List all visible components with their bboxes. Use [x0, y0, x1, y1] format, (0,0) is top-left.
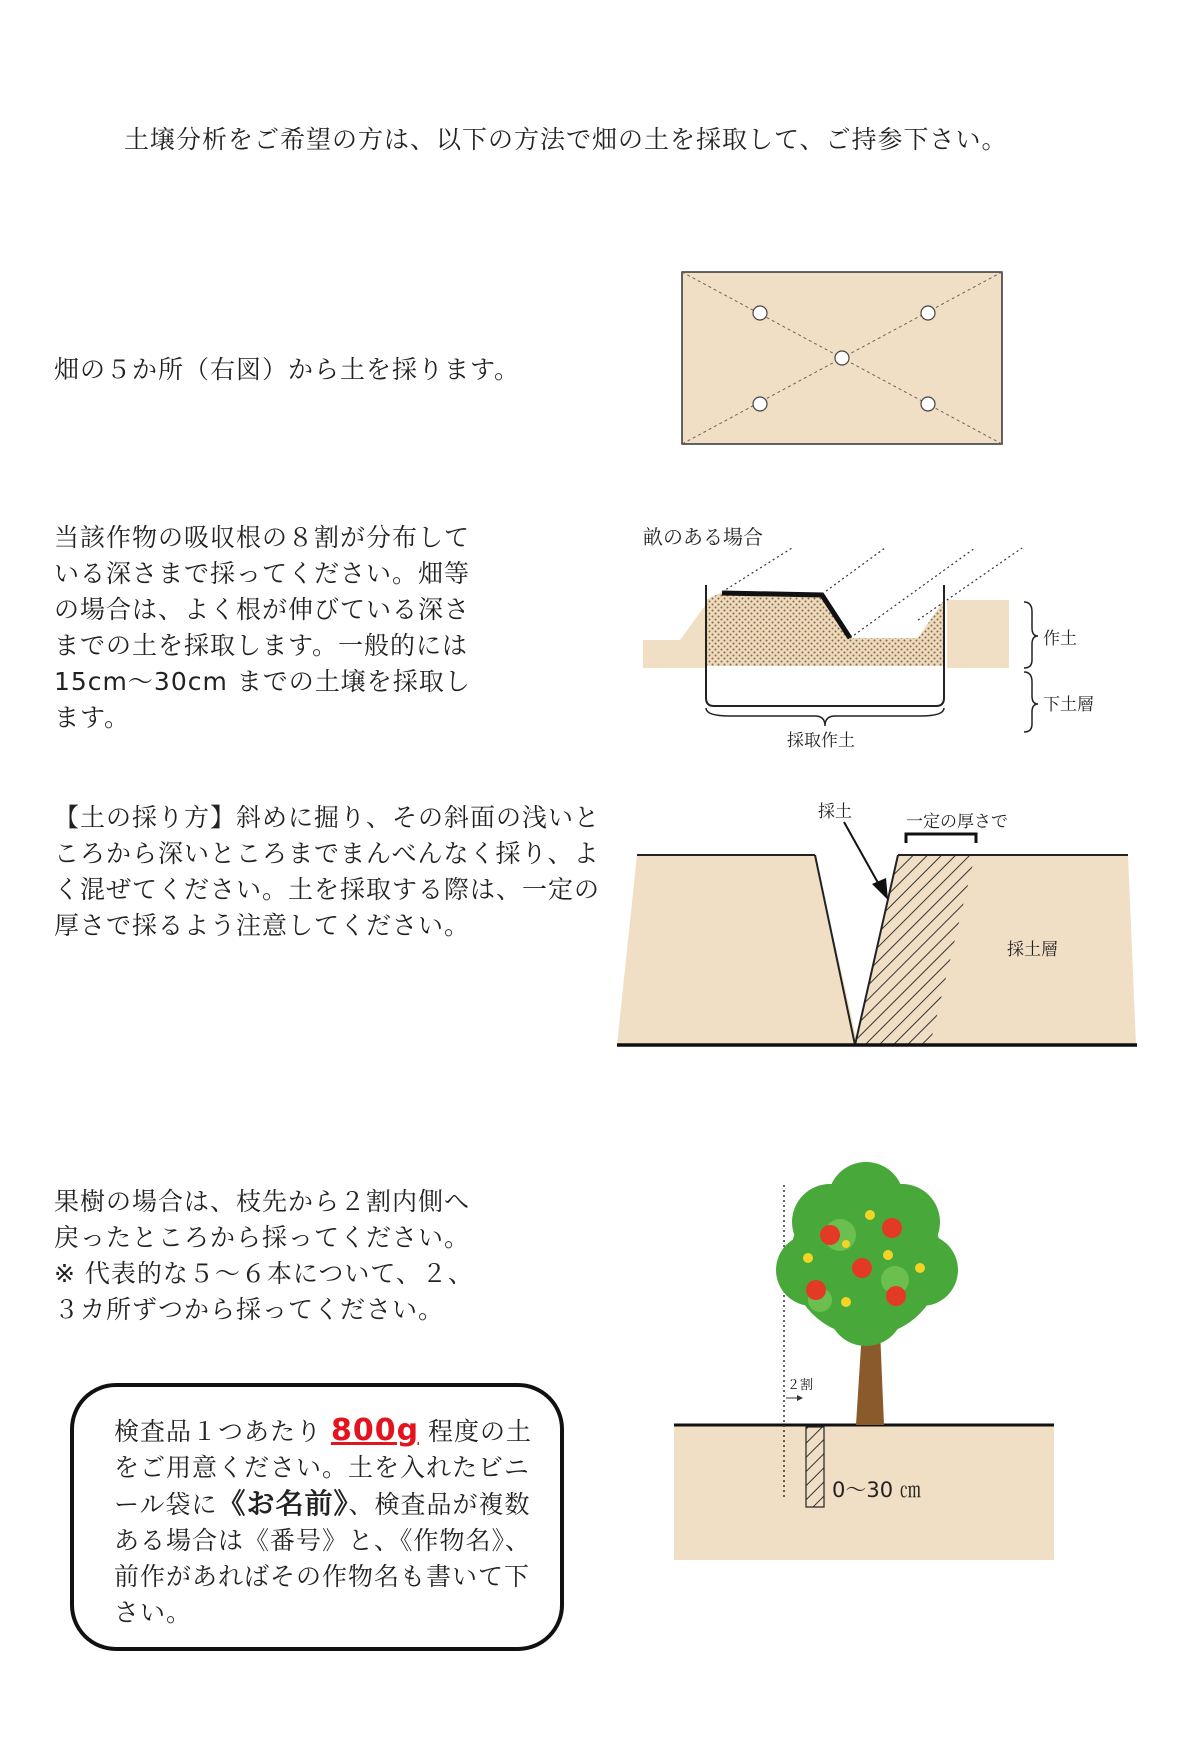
- label-layer: 採土層: [1007, 940, 1058, 960]
- tree-canopy: [776, 1162, 958, 1346]
- section2-text: 当該作物の吸収根の８割が分布して いる深さまで採ってください。畑等 の場合は、よく根が伸びている深さ までの土を採取します。一般的には 15cm〜30cm までの土壌を採取し ます。: [54, 523, 471, 732]
- label-20pct: ２割: [787, 1378, 814, 1393]
- label-sample: 採取作土: [787, 731, 855, 751]
- label-thickness: 一定の厚さで: [906, 812, 1008, 832]
- name-highlight: 《お名前》: [217, 1487, 349, 1520]
- section4-text: 果樹の場合は、枝先から２割内側へ 戻ったところから採ってください。 ※ 代表的な５〜６本について、２、 ３カ所ずつから採ってください。: [54, 1187, 474, 1324]
- notice-box: [70, 1383, 564, 1651]
- notice-text: 検査品１つあたり 800g 程度の土をご用意ください。土を入れたビニール袋に《お名前》、検査品が複数ある場合は《番号》と、《作物名》、前作があればその作物名も書いて下さい。: [114, 1413, 533, 1627]
- section1-text: 畑の５か所（右図）から土を採ります。: [54, 355, 521, 384]
- ridge-title: 畝のある場合: [643, 525, 763, 549]
- intro-text: 土壌分析をご希望の方は、以下の方法で畑の土を採取して、ご持参下さい。: [124, 125, 1008, 154]
- label-sampling: 採土: [818, 802, 852, 822]
- section3-text: 【土の採り方】斜めに掘り、その斜面の浅いと ころから深いところまでまんべんなく採り、よ く混ぜてください。土を採取する際は、一定の 厚さで採るよう注意してください。: [54, 803, 601, 940]
- label-subsoil: 下土層: [1043, 695, 1094, 715]
- label-depth: 0〜30 ㎝: [832, 1478, 921, 1502]
- amount-highlight: 800g: [330, 1413, 420, 1448]
- label-topsoil: 作土: [1043, 629, 1077, 649]
